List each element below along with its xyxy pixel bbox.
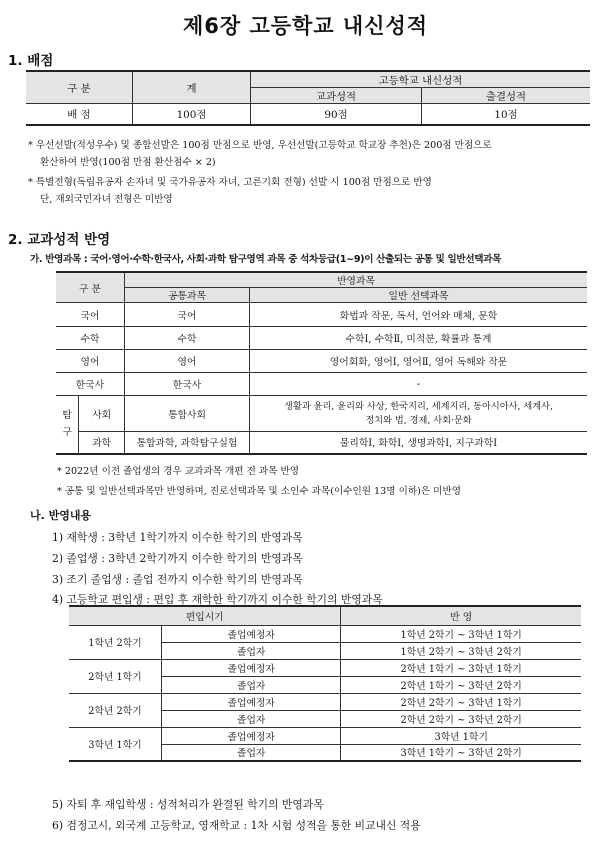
transfer-time: 2학년 2학기 xyxy=(69,693,162,727)
note: * 특별전형(독립유공자 손자녀 및 국가유공자 자녀, 고른기회 전형) 선발 시 100점 만점으로 반영 xyxy=(28,177,432,188)
list-item: 4) 고등학교 편입생 : 편입 후 재학한 학기까지 이수한 학기의 반영과목 xyxy=(52,593,383,606)
reflect-cell: 1학년 2학기 ~ 3학년 1학기 xyxy=(341,625,581,642)
section-1-heading: 1. 배점 xyxy=(8,53,54,69)
elective-cell: 생활과 윤리, 윤리와 사상, 한국지리, 세계지리, 동아시아사, 세계사, 정치와 법, 경제, 사회·문화 xyxy=(250,396,588,432)
reflect-cell: 1학년 2학기 ~ 3학년 2학기 xyxy=(341,642,581,659)
transfer-time: 2학년 1학기 xyxy=(69,659,162,693)
header-elective: 일반 선택과목 xyxy=(250,288,588,303)
score-allocation-table xyxy=(26,70,590,126)
area-cell: 수학 xyxy=(56,327,125,350)
page-title: 제6장 고등학교 내신성적 xyxy=(182,14,429,38)
transfer-time: 3학년 1학기 xyxy=(69,727,162,761)
area-cell: 과학 xyxy=(79,432,125,454)
reflect-cell: 2학년 1학기 ~ 3학년 1학기 xyxy=(341,659,581,676)
reflect-cell: 2학년 1학기 ~ 3학년 2학기 xyxy=(341,676,581,693)
status-cell: 졸업예정자 xyxy=(162,625,341,642)
header-common: 공통과목 xyxy=(125,288,250,303)
list-item: 2) 졸업생 : 3학년 2학기까지 이수한 학기의 반영과목 xyxy=(52,552,303,565)
common-cell: 한국사 xyxy=(125,373,250,396)
tamgu-label: 탐 구 xyxy=(56,396,79,454)
transfer-table xyxy=(69,605,581,762)
common-cell: 통합과학, 과학탐구실험 xyxy=(125,432,250,454)
status-cell: 졸업예정자 xyxy=(162,659,341,676)
list-item: 5) 자퇴 후 재입학생 : 성적처리가 완결된 학기의 반영과목 xyxy=(52,798,324,811)
note: * 2022년 이전 졸업생의 경우 교과과목 개편 전 과목 반영 xyxy=(57,466,300,477)
header-total: 계 xyxy=(133,71,251,104)
common-cell: 통합사회 xyxy=(125,396,250,432)
elective-cell: - xyxy=(250,373,588,396)
header-reflection: 반 영 xyxy=(341,606,581,625)
reflect-cell: 2학년 2학기 ~ 3학년 2학기 xyxy=(341,710,581,727)
note: * 우선선발(적성우수) 및 종합선발은 100점 만점으로 반영, 우선선발(고등학교 학교장 추천)은 200점 만점으로 xyxy=(28,140,492,151)
status-cell: 졸업자 xyxy=(162,676,341,693)
header-subject-grades: 교과성적 xyxy=(251,88,422,104)
header-transfer-time: 편입시기 xyxy=(69,606,341,625)
area-cell: 사회 xyxy=(79,396,125,432)
reflect-cell: 2학년 2학기 ~ 3학년 1학기 xyxy=(341,693,581,710)
common-cell: 영어 xyxy=(125,350,250,373)
status-cell: 졸업자 xyxy=(162,642,341,659)
header-gubun: 구 분 xyxy=(26,71,133,104)
subsection-a-heading: 가. 반영과목 : 국어·영어·수학·한국사, 사회·과학 탐구영역 과목 중 석차등급(1~9)이 산출되는 공통 및 일반선택과목 xyxy=(30,254,501,265)
section-2-heading: 2. 교과성적 반영 xyxy=(8,232,111,248)
row-label: 배 점 xyxy=(26,104,133,125)
list-item: 1) 재학생 : 3학년 1학기까지 이수한 학기의 반영과목 xyxy=(52,531,303,544)
subject-table xyxy=(56,271,587,455)
common-cell: 국어 xyxy=(125,303,250,327)
header-attendance: 출결성적 xyxy=(422,88,591,104)
cell-total: 100점 xyxy=(133,104,251,125)
list-item: 3) 조기 졸업생 : 졸업 전까지 이수한 학기의 반영과목 xyxy=(52,573,303,586)
subsection-b-heading: 나. 반영내용 xyxy=(30,509,92,522)
area-cell: 영어 xyxy=(56,350,125,373)
area-cell: 국어 xyxy=(56,303,125,327)
status-cell: 졸업예정자 xyxy=(162,727,341,744)
header-gubun: 구 분 xyxy=(56,272,125,303)
note: * 공통 및 일반선택과목만 반영하며, 진로선택과목 및 소인수 과목(이수인원 13명 이하)은 미반영 xyxy=(57,486,461,497)
elective-cell: 물리학Ⅰ, 화학Ⅰ, 생명과학Ⅰ, 지구과학Ⅰ xyxy=(250,432,588,454)
reflect-cell: 3학년 1학기 xyxy=(341,727,581,744)
header-reflected-subjects: 반영과목 xyxy=(125,272,588,288)
transfer-time: 1학년 2학기 xyxy=(69,625,162,659)
status-cell: 졸업자 xyxy=(162,744,341,761)
elective-cell: 영어회화, 영어Ⅰ, 영어Ⅱ, 영어 독해와 작문 xyxy=(250,350,588,373)
list-item: 6) 검정고시, 외국계 고등학교, 영재학교 : 1차 시험 성적을 통한 비교내신 적용 xyxy=(52,819,421,832)
elective-cell: 화법과 작문, 독서, 언어와 매체, 문학 xyxy=(250,303,588,327)
cell-attendance: 10점 xyxy=(422,104,591,125)
cell-subject: 90점 xyxy=(251,104,422,125)
header-school-grades: 고등학교 내신성적 xyxy=(251,71,591,88)
status-cell: 졸업자 xyxy=(162,710,341,727)
reflect-cell: 3학년 1학기 ~ 3학년 2학기 xyxy=(341,744,581,761)
common-cell: 수학 xyxy=(125,327,250,350)
status-cell: 졸업예정자 xyxy=(162,693,341,710)
note: 환산하여 반영(100점 만점 환산점수 × 2) xyxy=(40,157,216,168)
note: 단, 재외국민자녀 전형은 미반영 xyxy=(40,194,173,205)
elective-cell: 수학Ⅰ, 수학Ⅱ, 미적분, 확률과 통계 xyxy=(250,327,588,350)
area-cell: 한국사 xyxy=(56,373,125,396)
